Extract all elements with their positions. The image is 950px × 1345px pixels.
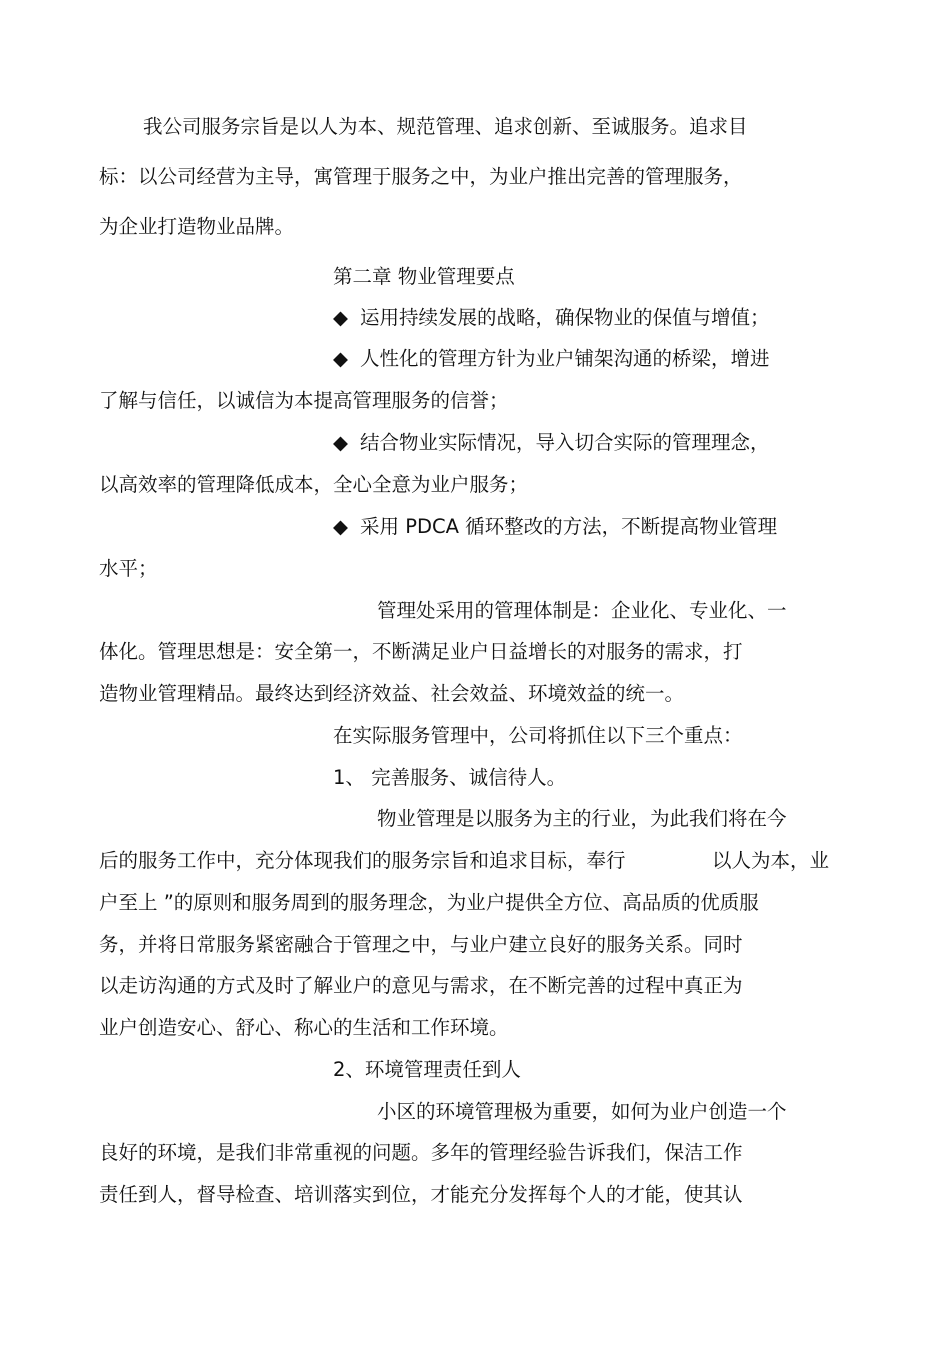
paragraph-line: 标：以公司经营为主导，寓管理于服务之中，为业户推出完善的管理服务，	[99, 165, 743, 188]
paragraph-line: 以走访沟通的方式及时了解业户的意见与需求，在不断完善的过程中真正为	[99, 974, 743, 997]
paragraph-line: 责任到人，督导检查、培训落实到位，才能充分发挥每个人的才能，使其认	[99, 1183, 743, 1206]
bullet-text: 采用 PDCA 循环整改的方法，不断提高物业管理	[360, 515, 778, 538]
paragraph-line: 以高效率的管理降低成本，全心全意为业户服务；	[99, 473, 529, 496]
paragraph-line: 业户创造安心、舒心、称心的生活和工作环境。	[99, 1016, 509, 1039]
bullet-item	[333, 514, 777, 540]
paragraph-line: 水平；	[99, 557, 158, 580]
paragraph-line: 造物业管理精品。最终达到经济效益、社会效益、环境效益的统一。	[99, 682, 685, 705]
paragraph-line: 物业管理是以服务为主的行业，为此我们将在今	[377, 807, 787, 830]
paragraph-line: 以人为本，业	[712, 849, 830, 872]
paragraph-line: 为企业打造物业品牌。	[99, 215, 295, 238]
paragraph-line: 了解与信任，以诚信为本提高管理服务的信誉；	[99, 389, 509, 412]
bullet-text: 运用持续发展的战略，确保物业的保值与增值；	[360, 306, 770, 329]
paragraph-line: 管理处采用的管理体制是：企业化、专业化、一	[377, 599, 787, 622]
bullet-item	[333, 305, 770, 331]
diamond-bullet-icon: ◆	[333, 515, 348, 538]
paragraph-line: 后的服务工作中，充分体现我们的服务宗旨和追求目标，奉行	[99, 849, 626, 872]
bullet-text: 人性化的管理方针为业户铺架沟通的桥梁，增进	[360, 347, 770, 370]
diamond-bullet-icon: ◆	[333, 431, 348, 454]
paragraph-line: 户至上 ”的原则和服务周到的服务理念，为业户提供全方位、高品质的优质服	[99, 891, 759, 914]
section-heading: 1、 完善服务、诚信待人。	[333, 766, 567, 789]
paragraph-line: 体化。管理思想是：安全第一，不断满足业户日益增长的对服务的需求，打	[99, 640, 743, 663]
diamond-bullet-icon: ◆	[333, 306, 348, 329]
bullet-item	[333, 430, 770, 456]
paragraph-line: 在实际服务管理中，公司将抓住以下三个重点：	[333, 724, 743, 747]
paragraph-line: 务，并将日常服务紧密融合于管理之中，与业户建立良好的服务关系。同时	[99, 933, 743, 956]
chapter-heading: 第二章 物业管理要点	[333, 265, 515, 288]
paragraph-line: 我公司服务宗旨是以人为本、规范管理、追求创新、至诚服务。追求目	[143, 115, 748, 138]
paragraph-line: 良好的环境，是我们非常重视的问题。多年的管理经验告诉我们，保洁工作	[99, 1141, 743, 1164]
paragraph-line: 小区的环境管理极为重要，如何为业户创造一个	[377, 1100, 787, 1123]
section-heading: 2、环境管理责任到人	[333, 1058, 521, 1081]
bullet-item	[333, 346, 770, 372]
diamond-bullet-icon: ◆	[333, 347, 348, 370]
bullet-text: 结合物业实际情况，导入切合实际的管理理念，	[360, 431, 770, 454]
